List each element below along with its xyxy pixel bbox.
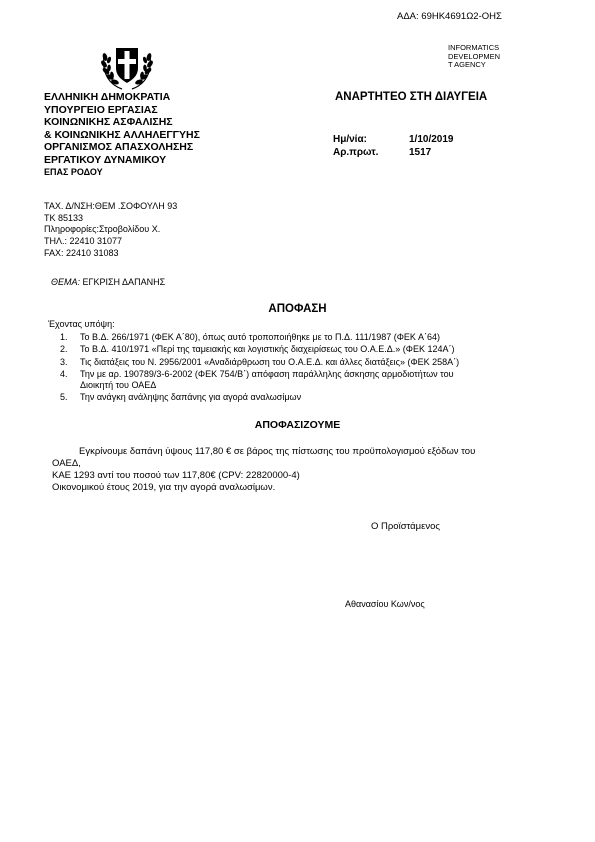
considerations-list [60, 332, 459, 405]
greek-coat-of-arms-icon [98, 38, 156, 92]
org-line: ΕΛΛΗΝΙΚΗ ΔΗΜΟΚΡΑΤΙΑ [44, 91, 171, 103]
decision-title: ΑΠΟΦΑΣΗ [268, 303, 327, 315]
signatory-name: Αθανασίου Κων/νος [345, 599, 425, 609]
postal-code: ΤΚ 85133 [44, 212, 84, 223]
subject-text: ΕΓΚΡΙΣΗ ΔΑΠΑΝΗΣ [80, 277, 166, 287]
org-line: ΚΟΙΝΩΝΙΚΗΣ ΑΣΦΑΛΙΣΗΣ [44, 116, 173, 129]
ada-code: ΑΔΑ: 69ΗΚ4691Ω2-ΟΗΣ [397, 11, 502, 22]
body-line: Εγκρίνουμε δαπάνη ύψους 117,80 € σε βάρος της πίστωσης του προϋπολογισμού εξόδων του [79, 446, 476, 457]
body-line: Οικονομικού έτους 2019, για την αγορά αναλωσίμων. [52, 482, 276, 494]
info-contact: Πληροφορίες:Στροβολίδου Χ. [44, 224, 161, 235]
body-line: ΚΑΕ 1293 αντί του ποσού των 117,80€ (CPV: 22820000-4) [52, 470, 300, 482]
fax: FAX: 22410 31083 [44, 247, 119, 258]
date-row [333, 133, 454, 146]
subject-line [51, 277, 165, 287]
org-line: ΟΡΓΑΝΙΣΜΟΣ ΑΠΑΣΧΟΛΗΣΗΣ [44, 141, 194, 154]
subject-label: ΘΕΜΑ: [51, 277, 81, 287]
signatory-role: Ο Προϊστάμενος [371, 521, 440, 532]
document-meta [333, 133, 454, 159]
it-agency-label: INFORMATICS DEVELOPMEN T AGENCY [448, 43, 501, 70]
decision-body [52, 446, 552, 495]
contact-block [44, 201, 177, 259]
considering-intro: Έχοντας υπόψη: [48, 319, 115, 329]
list-item: 3. Τις διατάξεις του Ν. 2956/2001 «Αναδιάρθρωση του Ο.Α.Ε.Δ. και άλλες διατάξεις» (ΦΕΚ 258Α΄) [60, 356, 460, 367]
list-item: 5. Την ανάγκη ανάληψης δαπάνης για αγορά αναλωσίμων [60, 392, 302, 403]
protocol-row [333, 146, 454, 159]
organization-header [44, 91, 200, 177]
phone: ΤΗΛ.: 22410 31077 [44, 236, 123, 247]
body-line: ΟΑΕΔ, [52, 458, 81, 470]
address: ΤΑΧ. Δ/ΝΣΗ:ΘΕΜ .ΣΟΦΟΥΛΗ 93 [44, 201, 178, 211]
list-item: 4. Την με αρ. 190789/3-6-2002 (ΦΕΚ 754/Β΄) απόφαση παράλληλης άσκησης αρμοδιοτήτων του Διοικητή του ΟΑΕΔ [60, 368, 454, 390]
org-branch: ΕΠΑΣ ΡΟΔΟΥ [44, 166, 103, 177]
protocol-value: 1517 [409, 147, 432, 158]
protocol-label: Αρ.πρωτ. [333, 147, 379, 158]
list-item: 1. Το Β.Δ. 266/1971 (ΦΕΚ Α΄80), όπως αυτό τροποποιήθηκε με το Π.Δ. 111/1987 (ΦΕΚ Α΄64) [60, 332, 440, 342]
we-decide-title: ΑΠΟΦΑΣΙΖΟΥΜΕ [254, 419, 341, 431]
org-line: ΥΠΟΥΡΓΕΙΟ ΕΡΓΑΣΙΑΣ [44, 103, 158, 116]
list-item: 2. Το Β.Δ. 410/1971 «Περί της ταμειακής και λογιστικής διαχειρίσεως του Ο.Α.Ε.Δ.» (ΦΕΚ 124Α΄) [60, 344, 455, 355]
org-line: & ΚΟΙΝΩΝΙΚΗΣ ΑΛΛΗΛΕΓΓΥΗΣ [44, 128, 200, 141]
date-label: Ημ/νία: [333, 134, 367, 145]
posted-notice: ΑΝΑΡΤΗΤΕΟ ΣΤΗ ΔΙΑΥΓΕΙΑ [335, 91, 488, 103]
org-line: ΕΡΓΑΤΙΚΟΥ ΔΥΝΑΜΙΚΟΥ [44, 153, 167, 166]
date-value: 1/10/2019 [409, 134, 454, 145]
